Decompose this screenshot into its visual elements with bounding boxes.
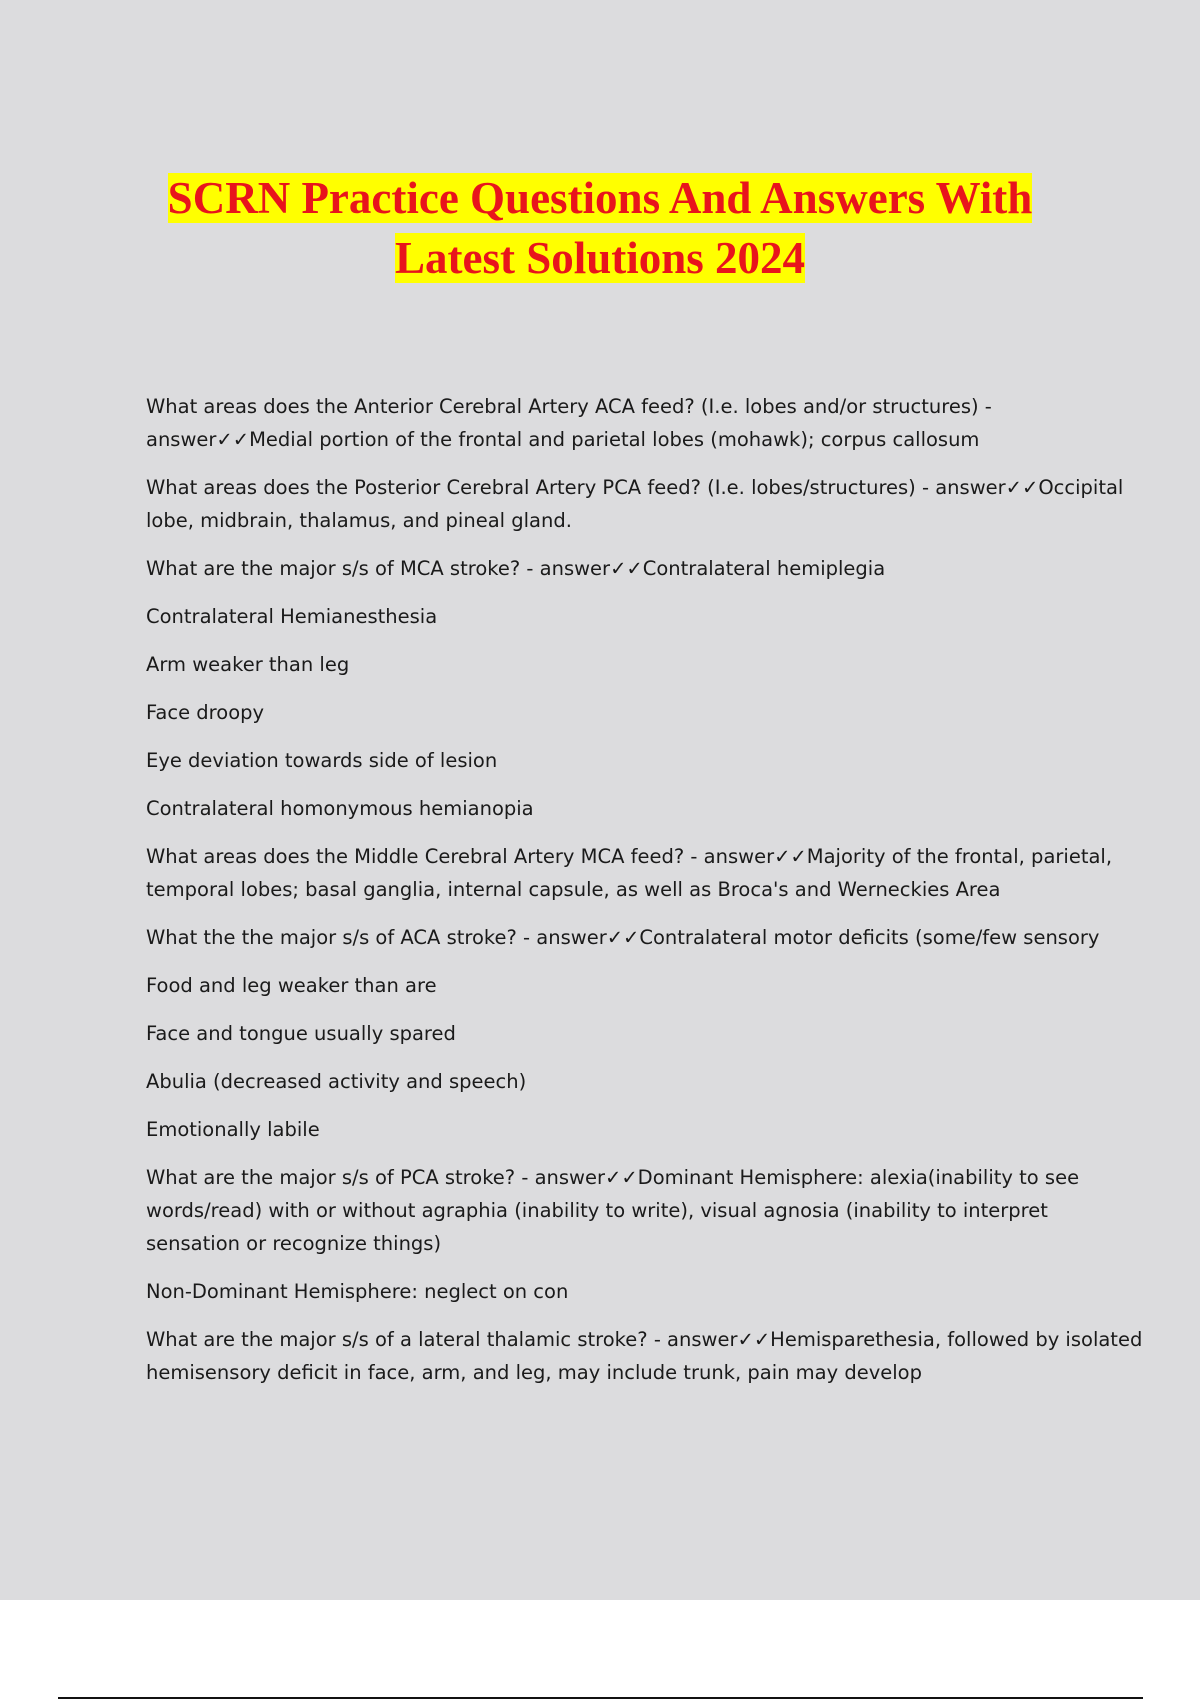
paragraph: What areas does the Middle Cerebral Artery MCA feed? - answer✓✓Majority of the frontal, parietal, temporal lobes; basal ganglia, internal capsule, as well as Broca's and Werneckies Area xyxy=(146,845,1113,901)
paragraph: What are the major s/s of PCA stroke? - answer✓✓Dominant Hemisphere: alexia(inability to see words/read) with or without agraphia (inability to write), visual agnosia (inability to interpret sensation or recognize things) xyxy=(146,1166,1080,1255)
paragraph: Eye deviation towards side of lesion xyxy=(146,749,498,772)
paragraph: Non-Dominant Hemisphere: neglect on con xyxy=(146,1280,569,1303)
paragraph: Face droopy xyxy=(146,701,265,724)
paragraph: What are the major s/s of MCA stroke? - answer✓✓Contralateral hemiplegia xyxy=(146,557,886,580)
title-line-1: SCRN Practice Questions And Answers With xyxy=(167,173,1033,223)
paragraph: Arm weaker than leg xyxy=(146,653,350,676)
paragraph: Abulia (decreased activity and speech) xyxy=(146,1070,527,1093)
paragraph: Contralateral homonymous hemianopia xyxy=(146,797,534,820)
paragraph: What areas does the Anterior Cerebral Artery ACA feed? (I.e. lobes and/or structures) - answer✓✓Medial portion of the frontal and parietal lobes (mohawk); corpus callosum xyxy=(146,395,992,451)
paragraph: What areas does the Posterior Cerebral Artery PCA feed? (I.e. lobes/structures) - answer✓✓Occipital lobe, midbrain, thalamus, and pineal gland. xyxy=(146,476,1124,532)
title-line-2: Latest Solutions 2024 xyxy=(394,233,806,283)
paragraph: Face and tongue usually spared xyxy=(146,1022,456,1045)
footer-divider xyxy=(58,1697,1143,1699)
document-title xyxy=(100,168,1100,288)
paragraph: What are the major s/s of a lateral thalamic stroke? - answer✓✓Hemisparethesia, followed by isolated hemisensory deficit in face, arm, and leg, may include trunk, pain may develop xyxy=(146,1328,1143,1384)
paragraph: Food and leg weaker than are xyxy=(146,974,437,997)
document-body xyxy=(146,390,1146,1389)
paragraph: Emotionally labile xyxy=(146,1118,320,1141)
paragraph: What the the major s/s of ACA stroke? - answer✓✓Contralateral motor deficits (some/few sensory xyxy=(146,926,1100,949)
paragraph: Contralateral Hemianesthesia xyxy=(146,605,438,628)
